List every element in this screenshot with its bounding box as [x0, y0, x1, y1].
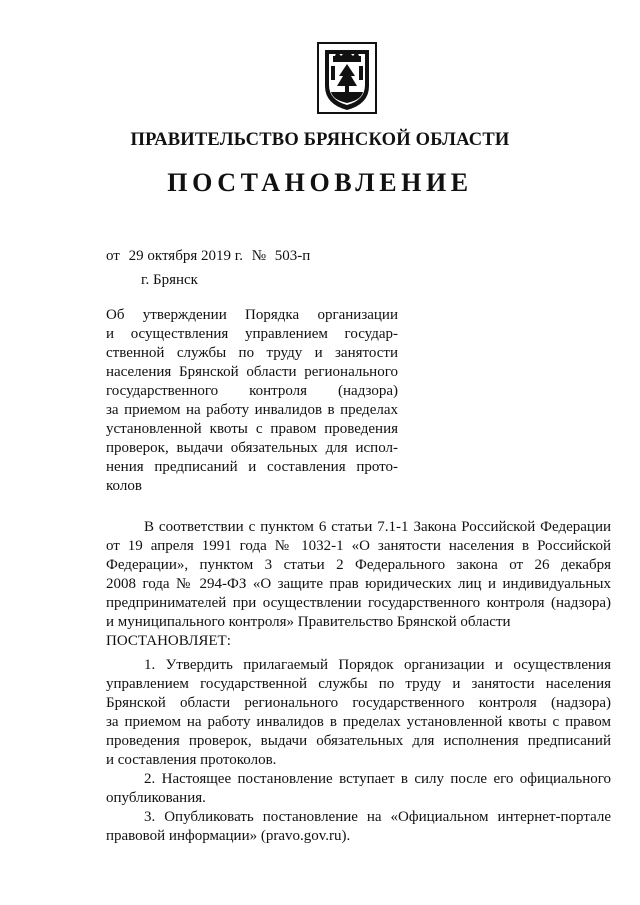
subject-line: проверок, выдачи обязательных для испол-: [106, 440, 398, 456]
coat-of-arms-icon: [317, 42, 377, 114]
preamble-line: 2008 года № 294-ФЗ «О защите прав юридических лиц и индивидуальных: [106, 576, 611, 592]
document-date-line: [106, 248, 315, 265]
document-number: 503-п: [274, 248, 311, 264]
resolves-word: ПОСТАНОВЛЯЕТ:: [106, 633, 231, 649]
document-type-title: ПОСТАНОВЛЕНИЕ: [167, 168, 473, 197]
date-prefix: от: [106, 248, 120, 264]
item-1-line: проведения проверок, выдачи обязательных для исполнения предписаний: [106, 733, 611, 749]
resolution-items: [106, 656, 611, 846]
preamble-line: В соответствии с пунктом 6 статьи 7.1-1 Закона Российской Федерации: [144, 519, 611, 535]
government-title: ПРАВИТЕЛЬСТВО БРЯНСКОЙ ОБЛАСТИ: [130, 130, 510, 150]
item-3-line: правовой информации» (pravo.gov.ru).: [106, 828, 351, 844]
subject-line: колов: [106, 478, 142, 494]
subject-line: ственной службы по труду и занятости: [106, 345, 398, 361]
document-city: г. Брянск: [141, 272, 198, 288]
subject-line: государственного контроля (надзора): [106, 383, 398, 399]
number-sign: №: [251, 248, 267, 264]
item-1-line: 1. Утвердить прилагаемый Порядок организации и осуществления: [144, 657, 611, 673]
item-2-line: опубликования.: [106, 790, 206, 806]
preamble-line: и муниципального контроля» Правительство Брянской области: [106, 614, 511, 630]
item-2-line: 2. Настоящее постановление вступает в силу после его официального: [144, 771, 611, 787]
item-1-line: управлением государственной службы по труду и занятости населения: [106, 676, 611, 692]
subject-line: населения Брянской области регионального: [106, 364, 398, 380]
item-1-line: и составления протоколов.: [106, 752, 277, 768]
subject-line: установленной квоты с правом проведения: [106, 421, 398, 437]
document-subject: [106, 306, 398, 496]
item-3-line: 3. Опубликовать постановление на «Официальном интернет-портале: [144, 809, 611, 825]
item-1-line: Брянской области регионального государственного контроля (надзора): [106, 695, 611, 711]
preamble-line: предпринимателей при осуществлении государственного контроля (надзора): [106, 595, 611, 611]
preamble-paragraph: [106, 518, 611, 651]
subject-line: и осуществления управлением государ-: [106, 326, 398, 342]
preamble-line: от 19 апреля 1991 года № 1032-1 «О занятости населения в Российской: [106, 538, 611, 554]
item-1-line: за приемом на работу инвалидов в пределах установленной квоты с правом: [106, 714, 611, 730]
subject-line: за приемом на работу инвалидов в пределах: [106, 402, 398, 418]
document-date: 29 октября 2019 г.: [128, 248, 243, 264]
preamble-line: Федерации», пунктом 3 статьи 2 Федерального закона от 26 декабря: [106, 557, 611, 573]
subject-line: нения предписаний и составления прото-: [106, 459, 398, 475]
subject-line: Об утверждении Порядка организации: [106, 307, 398, 323]
